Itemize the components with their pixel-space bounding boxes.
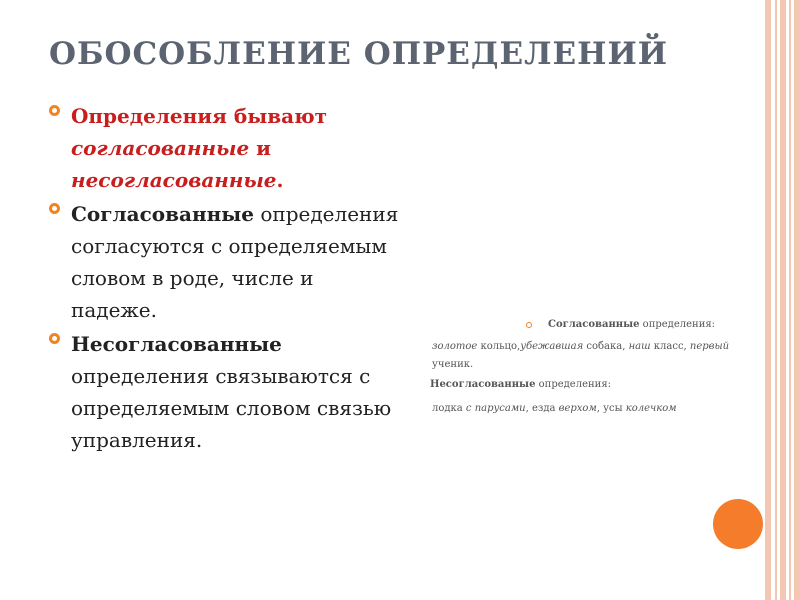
bullet-text: Определения бывают xyxy=(71,104,328,128)
bullet-icon xyxy=(49,105,60,116)
bullet-icon xyxy=(526,322,532,328)
bullet-icon xyxy=(49,333,60,344)
bullet-text: определения связываются с определяемым словом связью управления. xyxy=(71,364,392,452)
bullet-item-agreed xyxy=(49,198,399,326)
bullet-item-definitions xyxy=(49,100,399,196)
bullet-italic: согласованные xyxy=(71,136,250,160)
agreed-label: Согласованные определения: xyxy=(548,319,716,330)
bullet-text: определения согласуются с определяемым словом в роде, числе и падеже. xyxy=(71,202,399,322)
bullet-list xyxy=(49,100,399,456)
bullet-italic: несогласованные xyxy=(71,168,277,192)
decorative-circle xyxy=(713,499,763,549)
bullet-icon xyxy=(49,203,60,214)
decorative-stripes xyxy=(765,0,800,600)
slide-title: ОБОСОБЛЕНИЕ ОПРЕДЕЛЕНИЙ xyxy=(49,36,669,72)
bullet-bold: Согласованные xyxy=(71,202,254,226)
nonagreed-label: Несогласованные определения: xyxy=(430,379,611,390)
nonagreed-examples: лодка с парусами, езда верхом, усы колечком xyxy=(432,403,677,414)
bullet-text: и xyxy=(249,136,272,160)
bullet-bold: Несогласованные xyxy=(71,332,282,356)
bullet-item-nonagreed xyxy=(49,328,399,456)
bullet-text: . xyxy=(276,168,284,192)
agreed-examples: золотое кольцо,убежавшая собака, наш класс, первый ученик. xyxy=(432,341,730,370)
